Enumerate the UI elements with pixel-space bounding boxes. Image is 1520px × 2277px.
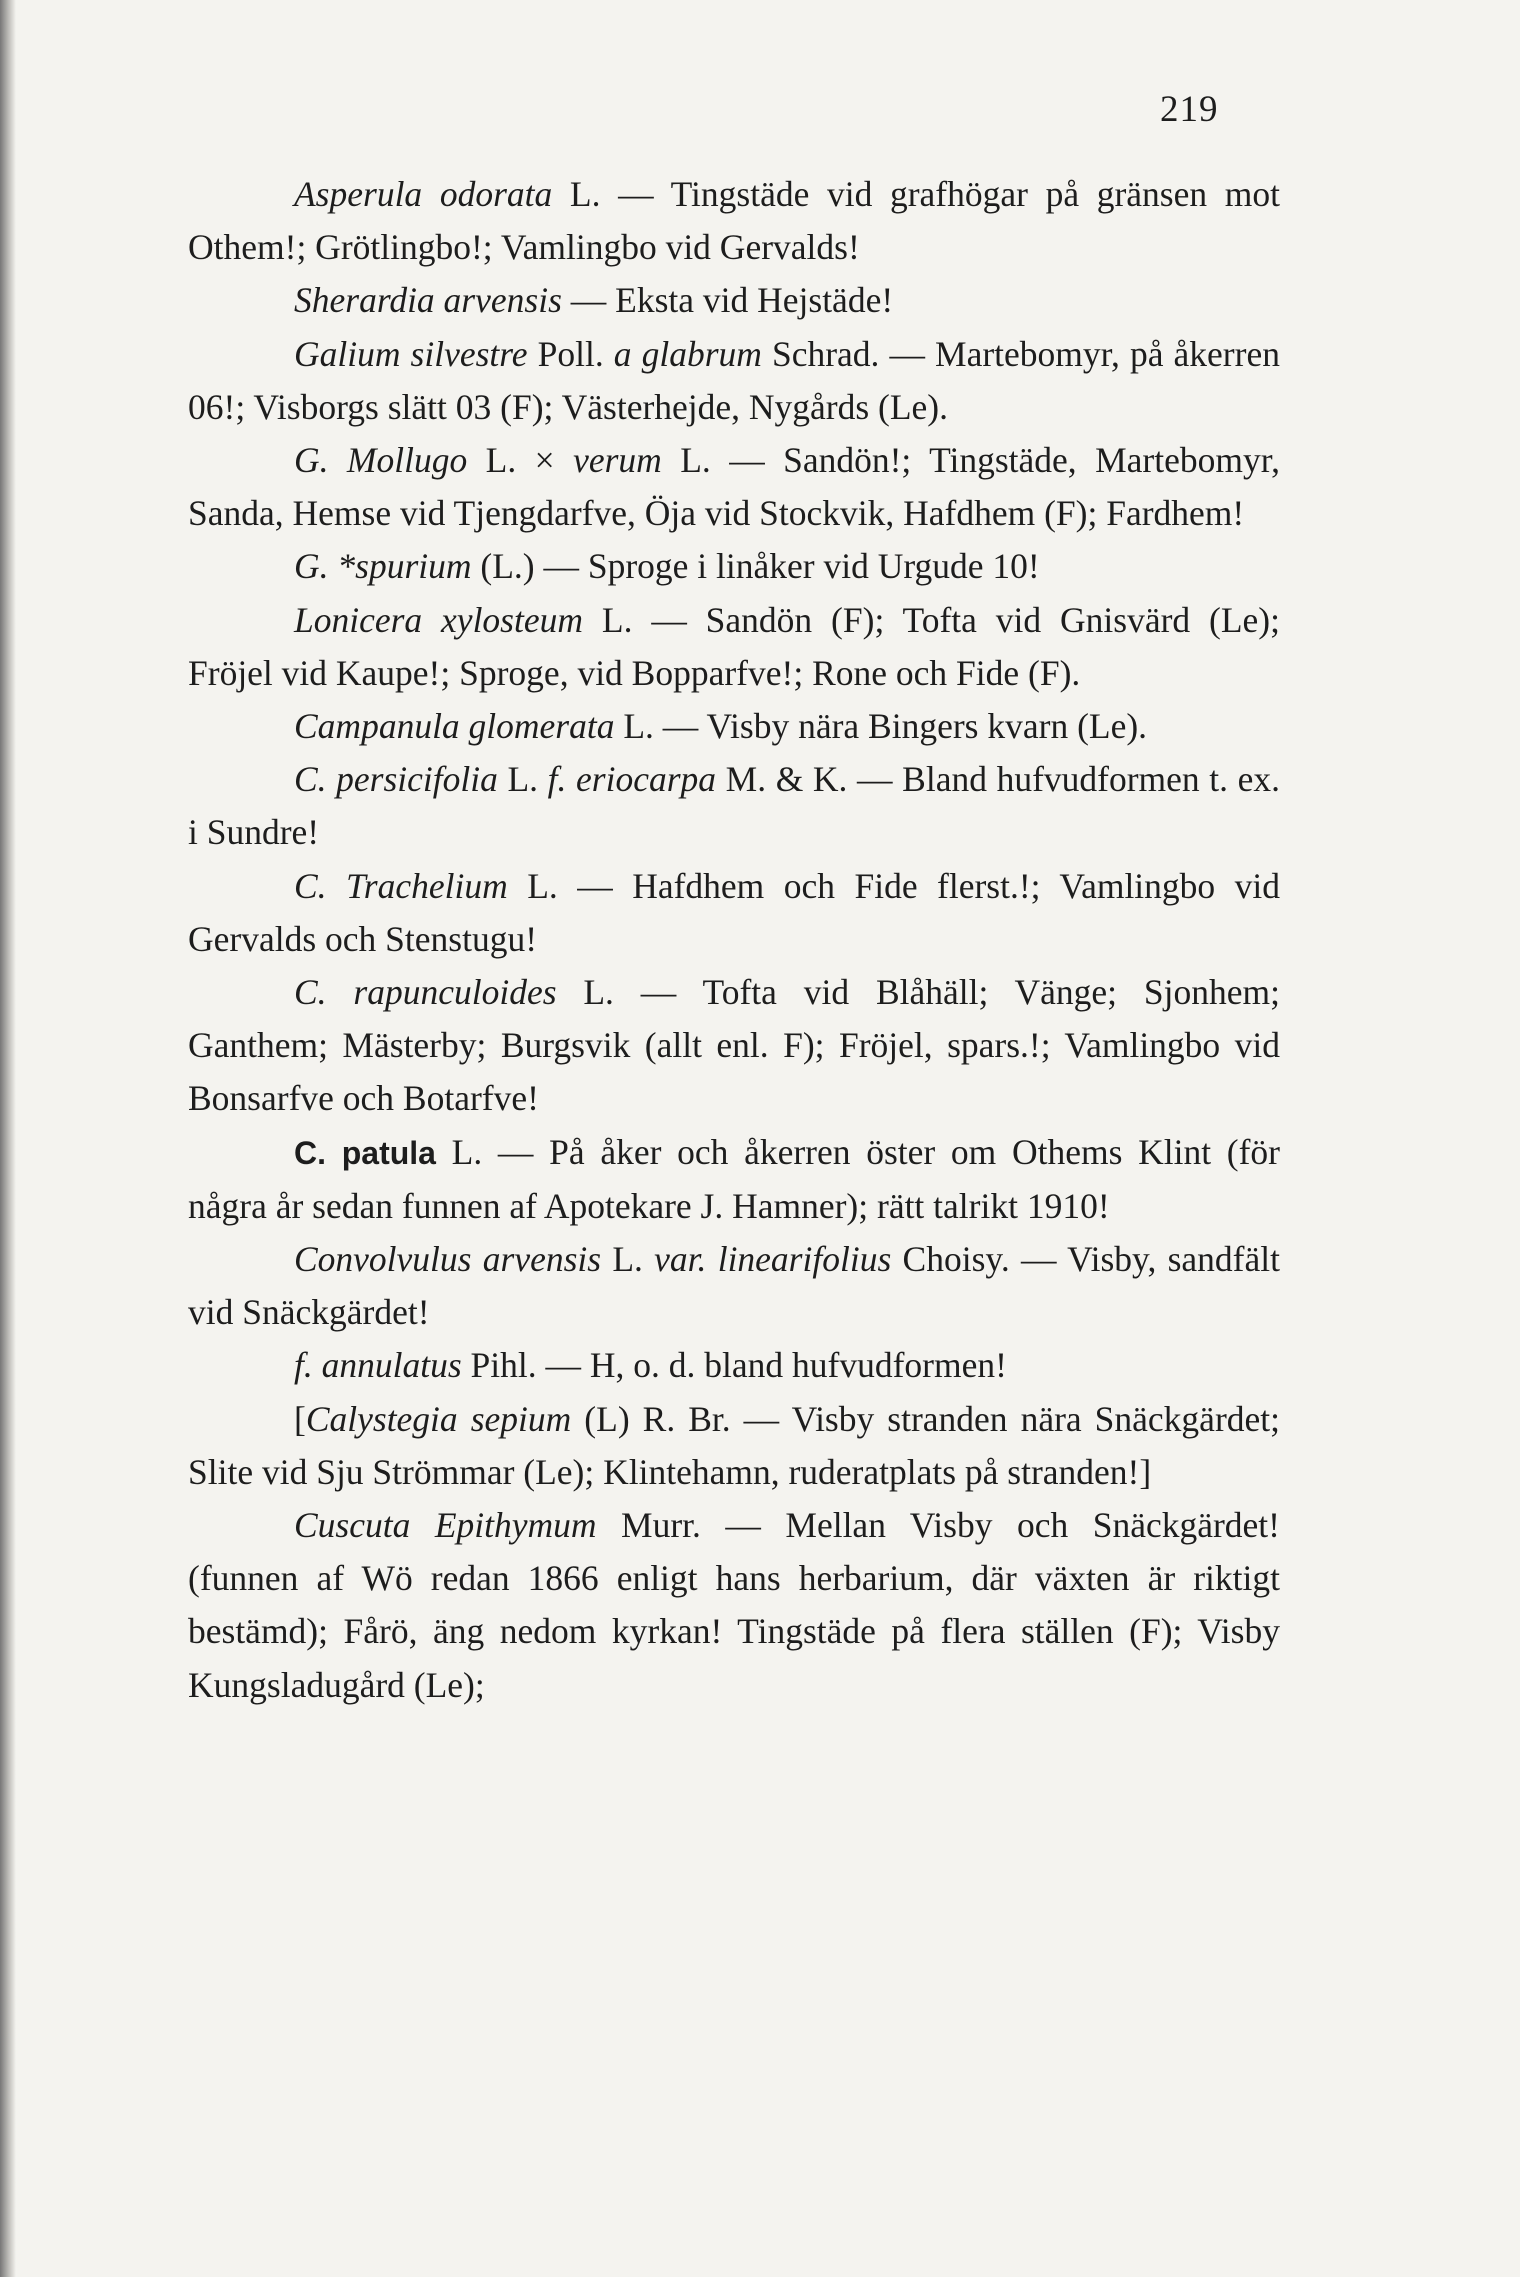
taxon-name: Lonicera xylosteum (294, 599, 584, 640)
taxon-name: G. Mollugo (294, 440, 468, 481)
entry-text: Choisy. — Visby, sandfält vid Snäckgärdet! (188, 1239, 1280, 1333)
entry-campanula-glomerata (188, 700, 1280, 753)
entry-galium-silvestre (188, 328, 1280, 434)
entry-text: Schrad. — Martebomyr, på åkerren 06!; Visborgs slätt 03 (F); Västerhejde, Nygårds (Le). (188, 333, 1280, 427)
entry-campanula-trachelium (188, 860, 1280, 966)
entry-text: L. (497, 759, 548, 800)
taxon-variety: a glabrum (613, 333, 762, 374)
taxon-name: Sherardia arvensis (294, 280, 562, 321)
entry-campanula-persicifolia (188, 753, 1280, 859)
taxon-name: Asperula odorata (294, 174, 553, 214)
entry-text: L. — På åker och åkerren öster om Othems Klint (för några år sedan funnen af Apotekare J. Hamner); rätt talrikt 1910! (188, 1131, 1280, 1226)
entry-text: L. — Visby nära Bingers kvarn (Le). (614, 706, 1148, 747)
entry-text: Pihl. — H, o. d. bland hufvudformen! (461, 1345, 1007, 1386)
taxon-variety: f. eriocarpa (547, 759, 717, 800)
entry-text: L. — Sandön!; Tingstäde, Martebomyr, Sanda, Hemse vid Tjengdarfve, Öja vid Stockvik, Hafdhem (F); Fardhem! (188, 440, 1281, 534)
entry-convolvulus-annulatus (188, 1339, 1280, 1392)
taxon-name: Galium silvestre (294, 333, 528, 374)
entry-text: Poll. (527, 333, 614, 374)
taxon-name: f. annulatus (294, 1345, 462, 1386)
entry-text: — Eksta vid Hejstäde! (561, 280, 894, 321)
entry-text: M. & K. — Bland hufvudformen t. ex. i Sundre! (188, 759, 1280, 853)
entry-text: (L) R. Br. — Visby stranden nära Snäckgärdet; Slite vid Sju Strömmar (Le); Klintehamn, ruderatplats på stranden!] (188, 1398, 1280, 1492)
entry-text: (L.) — Sproge i linåker vid Urgude 10! (471, 546, 1040, 587)
entry-asperula (188, 168, 1280, 274)
entry-calystegia (188, 1393, 1280, 1499)
taxon-name: Campanula glomerata (294, 706, 615, 747)
taxon-name: C. Trachelium (294, 865, 508, 906)
entry-convolvulus (188, 1233, 1280, 1339)
entry-text: L. — Hafdhem och Fide flerst.!; Vamlingbo vid Gervalds och Stenstugu! (188, 865, 1280, 959)
bracket-open: [ (294, 1398, 306, 1439)
taxon-name: C. persicifolia (294, 759, 498, 800)
entry-galium-spurium (188, 540, 1280, 593)
taxon-name: G. *spurium (294, 546, 472, 587)
entry-text: L. — Sandön (F); Tofta vid Gnisvärd (Le); Fröjel vid Kaupe!; Sproge, vid Bopparfve!; Rone och Fide (F). (188, 599, 1280, 693)
entry-text: L. × (467, 440, 574, 481)
entry-text: L. (601, 1239, 655, 1280)
entry-text: Murr. — Mellan Visby och Snäckgärdet! (funnen af Wö redan 1866 enligt hans herbarium, där växten är riktigt bestämd); Fårö, äng nedom kyrkan! Tingstäde på flera ställen (F); Visby Kungsladugård (Le); (188, 1505, 1280, 1705)
taxon-name: Calystegia sepium (305, 1398, 572, 1439)
entry-cuscuta (188, 1499, 1280, 1712)
taxon-variety: var. linearifolius (654, 1239, 892, 1280)
page-edge-shadow (0, 0, 16, 2277)
entry-galium-mollugo (188, 434, 1280, 540)
entry-text: L. — Tofta vid Blåhäll; Vänge; Sjonhem; Ganthem; Mästerby; Burgsvik (allt enl. F); Fröjel, spars.!; Vamlingbo vid Bonsarfve och Botarfve! (188, 972, 1280, 1119)
entry-sherardia (188, 274, 1280, 327)
entry-text: L. — Tingstäde vid grafhögar på gränsen mot Othem!; Grötlingbo!; Vamlingbo vid Gervalds! (188, 174, 1280, 268)
page-number: 219 (1160, 89, 1219, 130)
taxon-name-bold: C. patula (294, 1134, 436, 1171)
taxon-name: Cuscuta Epithymum (294, 1505, 597, 1546)
page-body-text (188, 168, 1280, 1712)
taxon-variety: verum (573, 440, 662, 481)
taxon-name: Convolvulus arvensis (294, 1239, 602, 1280)
entry-lonicera (188, 594, 1280, 700)
entry-campanula-patula (188, 1126, 1280, 1233)
entry-campanula-rapunculoides (188, 966, 1280, 1126)
taxon-name: C. rapunculoides (294, 972, 557, 1013)
